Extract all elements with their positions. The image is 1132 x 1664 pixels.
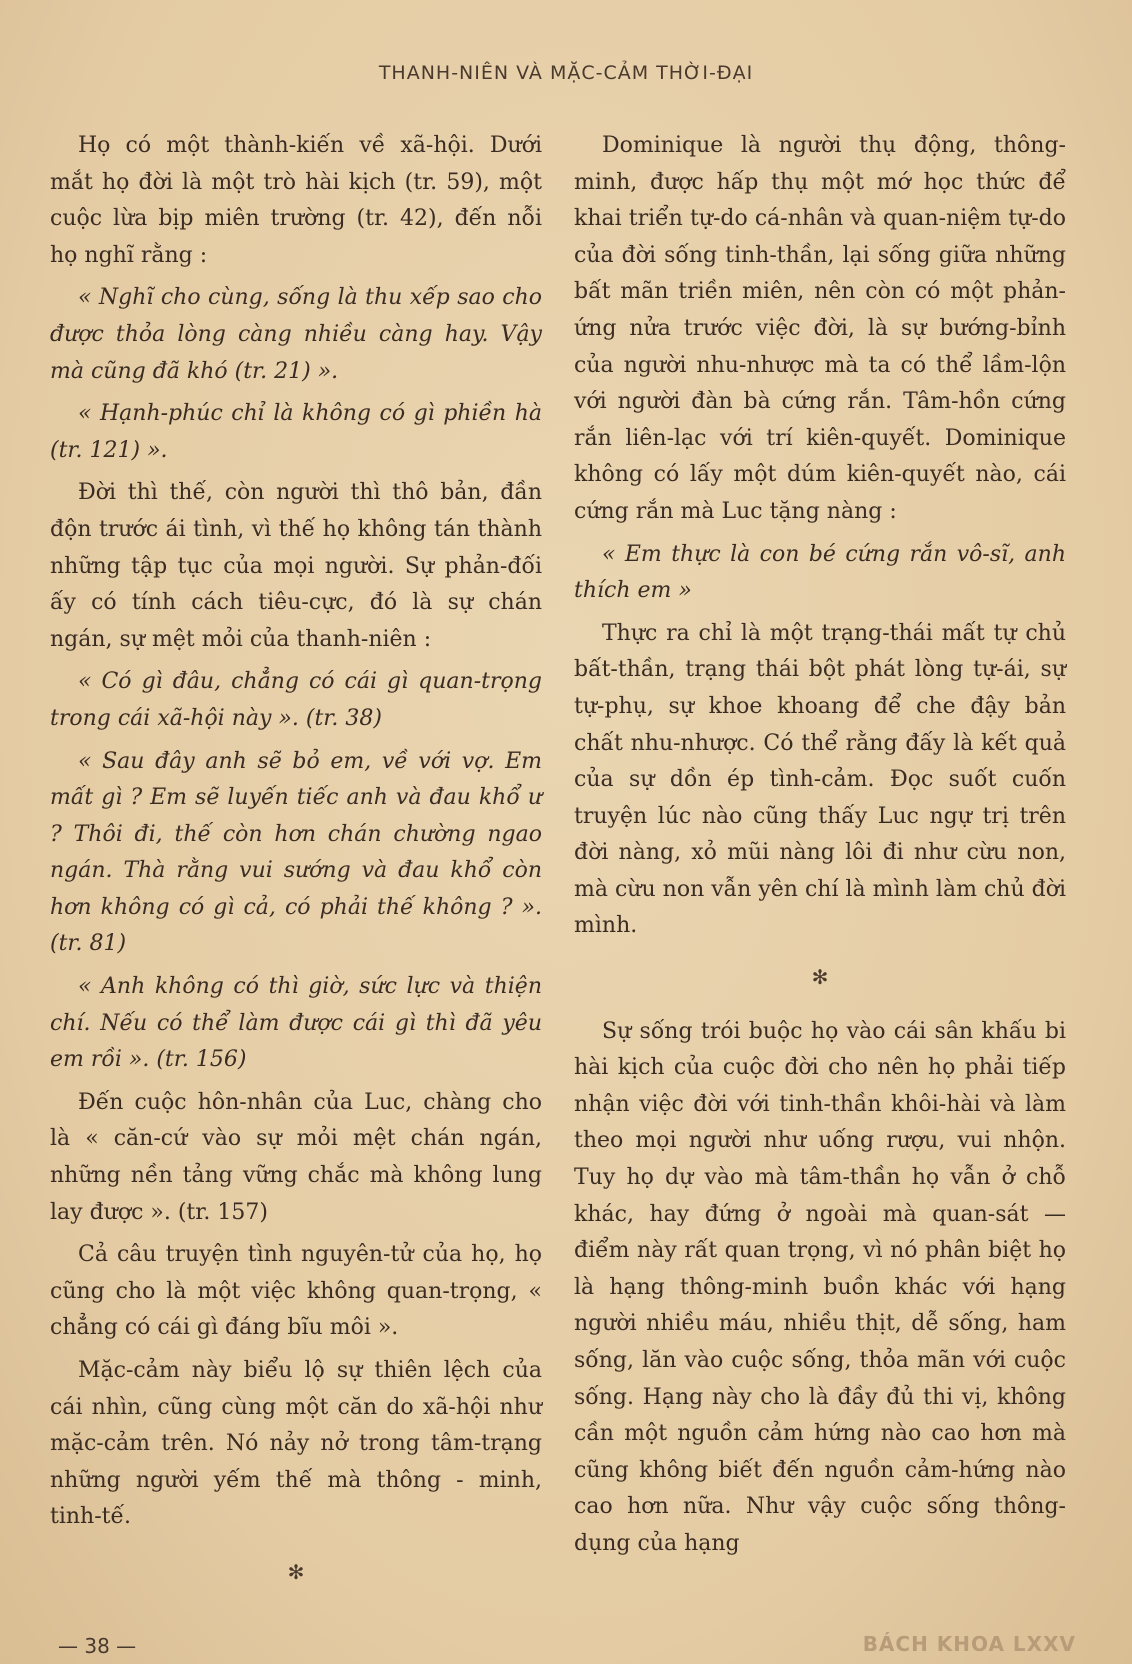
paragraph: Dominique là người thụ động, thông-minh, được hấp thụ một mớ học thức để khai triển tự-do cá-nhân và quan-niệm tự-do của đời sống tinh-thần, lại sống giữa những bất mãn triền miên, nên còn có một phản-ứng nửa trước việc đời, là sự bướng-bỉnh của người nhu-nhược mà ta có thể lầm-lộn với người đàn bà cứng rắn. Tâm-hồn cứng rắn liên-lạc với trí kiên-quyết. Dominique không có lấy một dúm kiên-quyết nào, cái cứng rắn mà Luc tặng nàng :: [574, 133, 1066, 524]
quotation: « Hạnh-phúc chỉ là không có gì phiền hà (tr. 121) ».: [50, 401, 542, 463]
right-column: [574, 128, 1066, 1569]
quotation: « Sau đây anh sẽ bỏ em, về với vợ. Em mất gì ? Em sẽ luyến tiếc anh và đau khổ ư ? Thôi đi, thế còn hơn chán chường ngao ngán. Thà rằng vui sướng và đau khổ còn hơn không có gì cả, có phải thế không ? ». (tr. 81): [50, 748, 542, 957]
running-head: THANH-NIÊN VÀ MẶC-CẢM THỜI-ĐẠI: [378, 62, 754, 84]
section-separator: ✻: [811, 965, 829, 990]
paragraph: Thực ra chỉ là một trạng-thái mất tự chủ bất-thần, trạng thái bột phát lòng tự-ái, sự tự-phụ, sự khoe khoang để che đậy bản chất nhu-nhược. Có thể rằng đấy là kết quả của sự dồn ép tình-cảm. Đọc suốt cuốn truyện lúc nào cũng thấy Luc ngự trị trên đời nàng, xỏ mũi nàng lôi đi như cừu non, mà cừu non vẫn yên chí là mình làm chủ đời mình.: [574, 620, 1066, 939]
quotation: « Có gì đâu, chẳng có cái gì quan-trọng trong cái xã-hội này ». (tr. 38): [50, 669, 542, 731]
paragraph: Sự sống trói buộc họ vào cái sân khấu bi hài kịch của cuộc đời cho nên họ phải tiếp nhận việc đời với tinh-thần khôi-hài và làm theo mọi người như uống rượu, vui nhộn. Tuy họ dự vào mà tâm-thần họ vẫn ở chỗ khác, hay đứng ở ngoài mà quan-sát — điểm này rất quan trọng, vì nó phân biệt họ là hạng thông-minh buồn khác với hạng người nhiều máu, nhiều thịt, dễ sống, ham sống, lăn vào cuộc sống, thỏa mãn với cuộc sống. Hạng này cho là đầy đủ thi vị, không cần một nguồn cảm hứng nào cao hơn mà cũng không biết đến nguồn cảm-hứng nào cao hơn nữa. Như vậy cuộc sống thông-dụng của hạng: [574, 1018, 1066, 1556]
section-separator: ✻: [287, 1560, 305, 1584]
paragraph: Đến cuộc hôn-nhân của Luc, chàng cho là « căn-cứ vào sự mỏi mệt chán ngán, những nền tảng vững chắc mà không lung lay được ». (tr. 157): [50, 1089, 542, 1225]
page-number: — 38 —: [58, 1634, 137, 1658]
paragraph: Đời thì thế, còn người thì thô bản, đần độn trước ái tình, vì thế họ không tán thành những tập tục của mọi người. Sự phản-đối ấy có tính cách tiêu-cực, đó là sự chán ngán, sự mệt mỏi của thanh-niên :: [50, 480, 542, 652]
paragraph: Cả câu truyện tình nguyên-tử của họ, họ cũng cho là một việc không quan-trọng, « chẳng có cái gì đáng bĩu môi ».: [50, 1242, 542, 1341]
quotation: « Nghĩ cho cùng, sống là thu xếp sao cho được thỏa lòng càng nhiều càng hay. Vậy mà cũng đã khó (tr. 21) ».: [50, 285, 542, 384]
magazine-footer: BÁCH KHOA LXXV: [862, 1632, 1076, 1656]
left-column: [50, 128, 542, 1584]
quotation: « Em thực là con bé cứng rắn vô-sĩ, anh thích em »: [574, 541, 1066, 604]
paragraph: Họ có một thành-kiến về xã-hội. Dưới mắt họ đời là một trò hài kịch (tr. 59), một cuộc lừa bịp miên trường (tr. 42), đến nỗi họ nghĩ rằng :: [50, 133, 542, 268]
quotation: « Anh không có thì giờ, sức lực và thiện chí. Nếu có thể làm được cái gì thì đã yêu em rồi ». (tr. 156): [50, 974, 542, 1073]
paragraph: Mặc-cảm này biểu lộ sự thiên lệch của cái nhìn, cũng cùng một căn do xã-hội như mặc-cảm trên. Nó nảy nở trong tâm-trạng những người yếm thế mà thông - minh, tinh-tế.: [50, 1358, 542, 1530]
